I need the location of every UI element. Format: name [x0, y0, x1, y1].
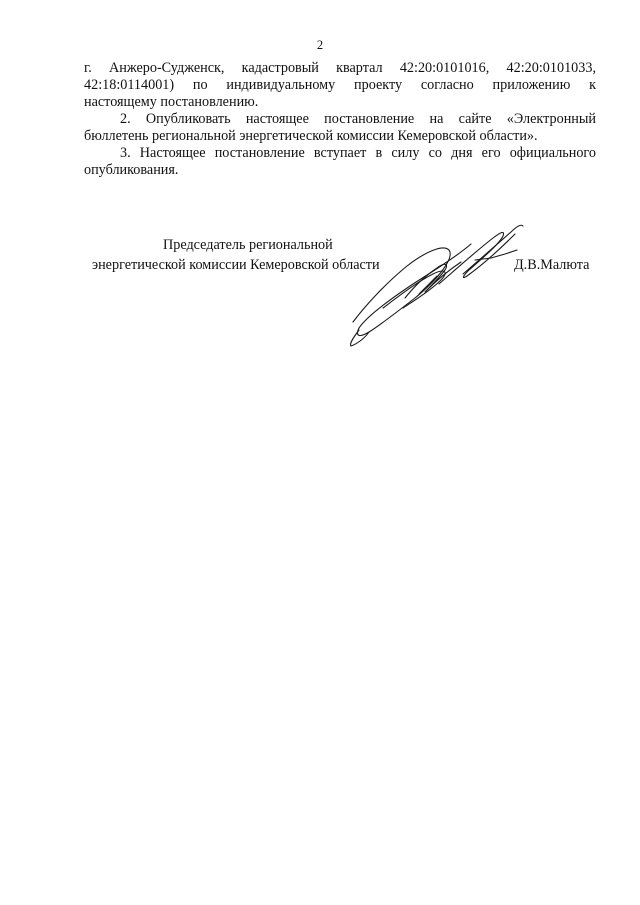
handwritten-signature: [345, 214, 545, 349]
signatory-title-line-2: энергетической комиссии Кемеровской области: [92, 257, 380, 273]
paragraph-1-line-3: настоящему постановлению.: [84, 94, 259, 110]
signature-block: [0, 232, 640, 362]
paragraph-3-line-1: 3. Настоящее постановление вступает в силу со дня его официального: [120, 145, 596, 161]
paragraph-3: [84, 145, 596, 179]
page-number: 2: [316, 38, 324, 52]
document-body: [84, 60, 596, 179]
paragraph-1: [84, 60, 596, 111]
paragraph-2-line-2: бюллетень региональной энергетической комиссии Кемеровской области».: [84, 128, 538, 144]
paragraph-2-line-1: 2. Опубликовать настоящее постановление на сайте «Электронный: [120, 111, 596, 127]
paragraph-1-line-1: г. Анжеро-Судженск, кадастровый квартал 42:20:0101016, 42:20:0101033,: [84, 60, 596, 76]
paragraph-3-line-2: опубликования.: [84, 162, 179, 178]
signatory-title-line-1: Председатель региональной: [163, 237, 333, 253]
signatory-name: Д.В.Малюта: [514, 257, 590, 273]
paragraph-1-line-2: 42:18:0114001) по индивидуальному проекту согласно приложению к: [84, 77, 596, 93]
paragraph-2: [84, 111, 596, 145]
